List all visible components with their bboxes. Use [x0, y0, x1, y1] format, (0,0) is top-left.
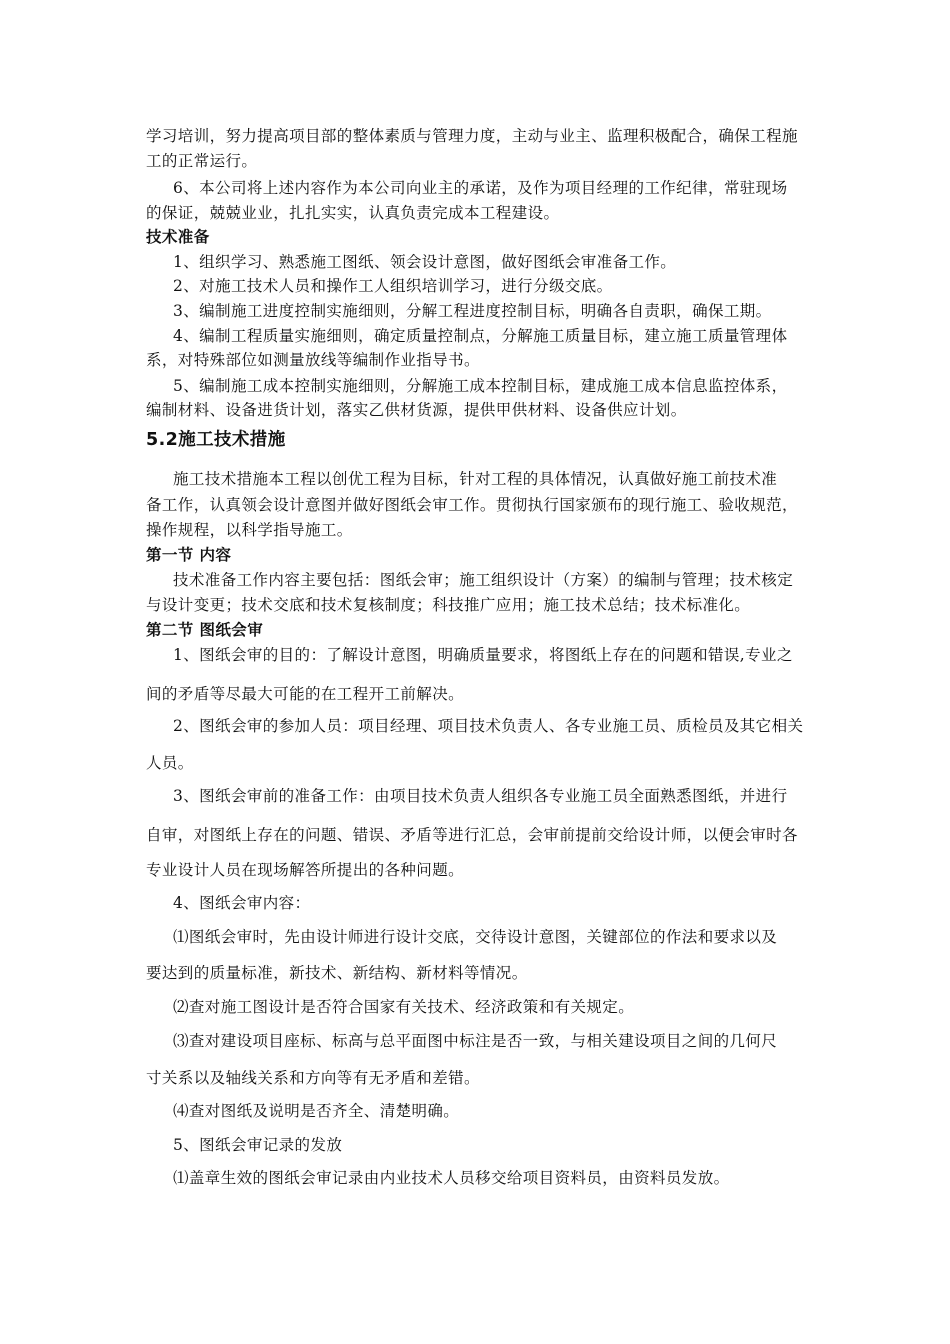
- list-item: 2、对施工技术人员和操作工人组织培训学习，进行分级交底。: [173, 277, 613, 295]
- paragraph-line: 专业设计人员在现场解答所提出的各种问题。: [146, 861, 465, 879]
- paragraph-line: 学习培训，努力提高项目部的整体素质与管理力度，主动与业主、监理积极配合，确保工程施: [146, 127, 798, 145]
- paragraph-line: 编制材料、设备进货计划，落实乙供材货源，提供甲供材料、设备供应计划。: [146, 401, 687, 419]
- paragraph-line: 间的矛盾等尽最大可能的在工程开工前解决。: [146, 685, 465, 703]
- paragraph-line: 施工技术措施本工程以创优工程为目标，针对工程的具体情况，认真做好施工前技术准: [173, 470, 778, 488]
- paragraph-line: 技术准备工作内容主要包括：图纸会审；施工组织设计（方案）的编制与管理；技术核定: [173, 571, 794, 589]
- paragraph-line: 3、图纸会审前的准备工作：由项目技术负责人组织各专业施工员全面熟悉图纸，并进行: [173, 787, 788, 805]
- paragraph-line: 系，对特殊部位如测量放线等编制作业指导书。: [146, 351, 480, 369]
- subsection-heading: 第二节 图纸会审: [146, 621, 264, 639]
- paragraph-line: 6、本公司将上述内容作为本公司向业主的承诺，及作为项目经理的工作纪律，常驻现场: [173, 179, 788, 197]
- paragraph-line: 1、图纸会审的目的：了解设计意图，明确质量要求，将图纸上存在的问题和错误,专业之: [173, 646, 793, 664]
- paragraph-line: 操作规程，以科学指导施工。: [146, 521, 353, 539]
- list-item: ⑴图纸会审时，先由设计师进行设计交底，交待设计意图，关键部位的作法和要求以及: [173, 928, 778, 946]
- section-heading: 技术准备: [146, 228, 210, 246]
- paragraph-line: 的保证，兢兢业业，扎扎实实，认真负责完成本工程建设。: [146, 204, 560, 222]
- subsection-heading: 第一节 内容: [146, 546, 232, 564]
- paragraph-line: 5、图纸会审记录的发放: [173, 1136, 343, 1154]
- list-item: 5、编制施工成本控制实施细则，分解施工成本控制目标，建成施工成本信息监控体系，: [173, 377, 788, 395]
- list-item: 1、组织学习、熟悉施工图纸、领会设计意图，做好图纸会审准备工作。: [173, 253, 677, 271]
- paragraph-line: 与设计变更；技术交底和技术复核制度；科技推广应用；施工技术总结；技术标准化。: [146, 596, 751, 614]
- paragraph-line: 4、图纸会审内容：: [173, 894, 311, 912]
- list-item: 3、编制施工进度控制实施细则，分解工程进度控制目标，明确各自责职，确保工期。: [173, 302, 772, 320]
- paragraph-line: 寸关系以及轴线关系和方向等有无矛盾和差错。: [146, 1069, 480, 1087]
- paragraph-line: 人员。: [146, 754, 194, 772]
- list-item: ⑵查对施工图设计是否符合国家有关技术、经济政策和有关规定。: [173, 998, 635, 1016]
- paragraph-line: 要达到的质量标准，新技术、新结构、新材料等情况。: [146, 964, 528, 982]
- paragraph-line: 工的正常运行。: [146, 152, 258, 170]
- list-item: ⑴盖章生效的图纸会审记录由内业技术人员移交给项目资料员，由资料员发放。: [173, 1169, 730, 1187]
- paragraph-line: 自审，对图纸上存在的问题、错误、矛盾等进行汇总，会审前提前交给设计师，以便会审时各: [146, 826, 798, 844]
- paragraph-line: 备工作，认真领会设计意图并做好图纸会审工作。贯彻执行国家颁布的现行施工、验收规范，: [146, 496, 798, 514]
- section-title: 5.2施工技术措施: [146, 430, 286, 450]
- list-item: 4、编制工程质量实施细则，确定质量控制点，分解施工质量目标，建立施工质量管理体: [173, 327, 788, 345]
- list-item: ⑷查对图纸及说明是否齐全、清楚明确。: [173, 1102, 460, 1120]
- paragraph-line: 2、图纸会审的参加人员：项目经理、项目技术负责人、各专业施工员、质检员及其它相关: [173, 717, 804, 735]
- list-item: ⑶查对建设项目座标、标高与总平面图中标注是否一致，与相关建设项目之间的几何尺: [173, 1032, 778, 1050]
